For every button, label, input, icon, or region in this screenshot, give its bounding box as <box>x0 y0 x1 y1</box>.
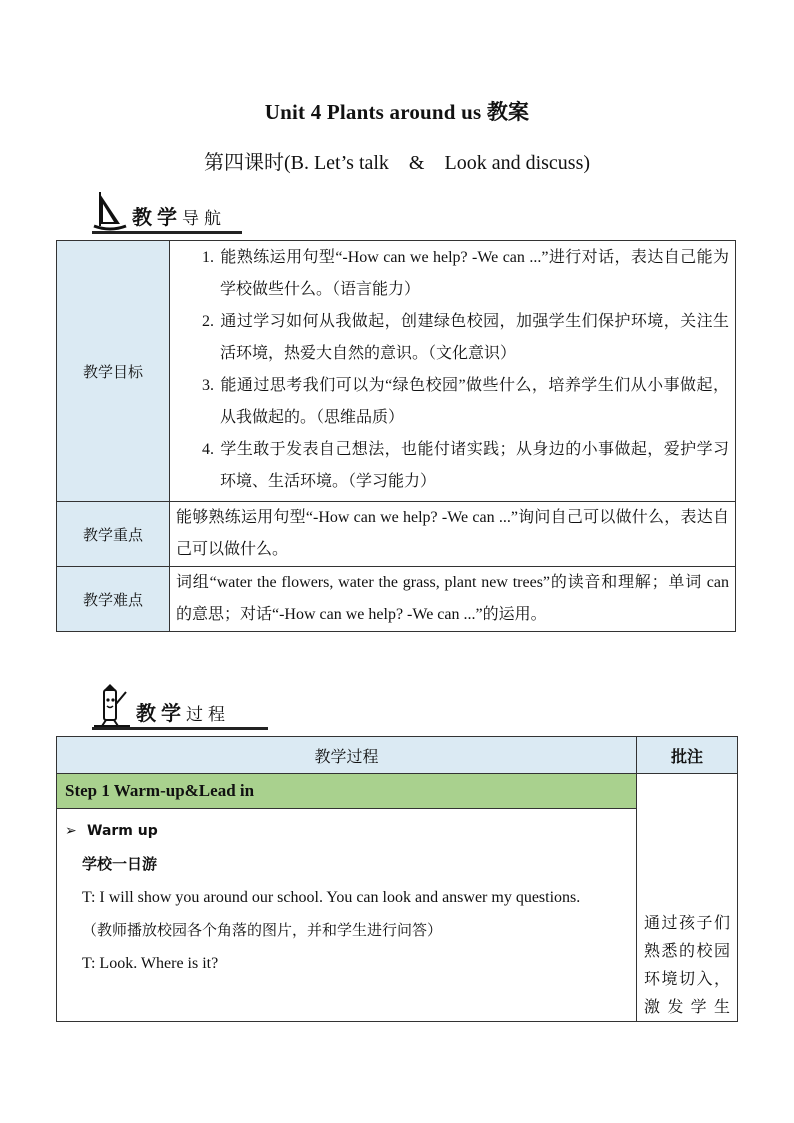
sailboat-icon <box>92 192 128 232</box>
goal-item <box>176 434 729 498</box>
activity-heading: 学校一日游 <box>82 855 158 873</box>
difficult-points-label: 教学难点 <box>57 567 170 632</box>
dialogue-line: T: Look. Where is it? <box>82 955 219 972</box>
goals-content <box>170 241 736 502</box>
process-header-row <box>57 737 738 774</box>
difficult-points-row <box>57 567 736 632</box>
step-row <box>57 774 738 809</box>
goal-number: 3. <box>202 377 214 394</box>
column-header-process: 教学过程 <box>57 737 637 774</box>
lesson-subtitle: 第四课时(B. Let’s talk & Look and discuss) <box>203 152 591 174</box>
note-cell: 通过孩子们熟悉的校园环境切入，激发学生 <box>637 774 738 1022</box>
goal-text: 通过学习如何从我做起，创建绿色校园，加强学生们保护环境，关注生活环境，热爱大自然的意识。（文化意识） <box>220 313 729 362</box>
difficult-points-content: 词组“water the flowers, water the grass, plant new trees”的读音和理解；单词 can 的意思；对话“-How can we help? -We can ...”的运用。 <box>170 567 736 632</box>
bullet-item <box>65 815 628 848</box>
goals-label: 教学目标 <box>57 241 170 502</box>
goals-row <box>57 241 736 502</box>
step-title: Step 1 Warm-up&Lead in <box>57 774 637 809</box>
arrow-bullet-icon: ➢ <box>65 823 77 839</box>
teaching-process-table <box>56 736 738 1022</box>
goal-text: 能熟练运用句型“-How can we help? -We can ...”进行对话，表达自己能为学校做些什么。（语言能力） <box>220 249 729 298</box>
bullet-text: Warm up <box>87 823 158 839</box>
pencil-figure-icon <box>92 684 132 728</box>
step-body-row <box>57 809 738 1022</box>
key-points-label: 教学重点 <box>57 502 170 567</box>
column-header-note: 批注 <box>637 737 738 774</box>
step-body <box>57 809 637 1022</box>
section-label-process <box>136 697 230 728</box>
goal-item <box>176 242 729 306</box>
document-title: Unit 4 Plants around us 教案 <box>264 100 530 124</box>
section-underline <box>92 231 242 234</box>
section-header-nav <box>92 188 226 232</box>
goal-number: 1. <box>202 249 214 266</box>
section-label-bold: 教学 <box>136 701 186 725</box>
section-label-light: 过程 <box>186 705 230 725</box>
goal-text: 能通过思考我们可以为“绿色校园”做些什么，培养学生们从小事做起，从我做起的。（思维品质） <box>220 377 729 426</box>
goal-text: 学生敢于发表自己想法，也能付诸实践；从身边的小事做起，爱护学习环境、生活环境。（学习能力） <box>220 441 729 490</box>
section-underline <box>92 727 268 730</box>
key-points-content: 能够熟练运用句型“-How can we help? -We can ...”询问自己可以做什么，表达自己可以做什么。 <box>170 502 736 567</box>
section-label-light: 导航 <box>182 209 226 229</box>
teaching-nav-table <box>56 240 736 632</box>
section-header-process <box>92 684 230 728</box>
goal-number: 2. <box>202 313 214 330</box>
section-label-bold: 教学 <box>132 205 182 229</box>
dialogue-line: （教师播放校园各个角落的图片，并和学生进行问答） <box>82 921 443 939</box>
goal-number: 4. <box>202 441 214 458</box>
dialogue-line: T: I will show you around our school. You can look and answer my questions. <box>82 889 581 906</box>
goal-item <box>176 306 729 370</box>
key-points-row <box>57 502 736 567</box>
section-label-nav <box>132 201 226 232</box>
goal-item <box>176 370 729 434</box>
